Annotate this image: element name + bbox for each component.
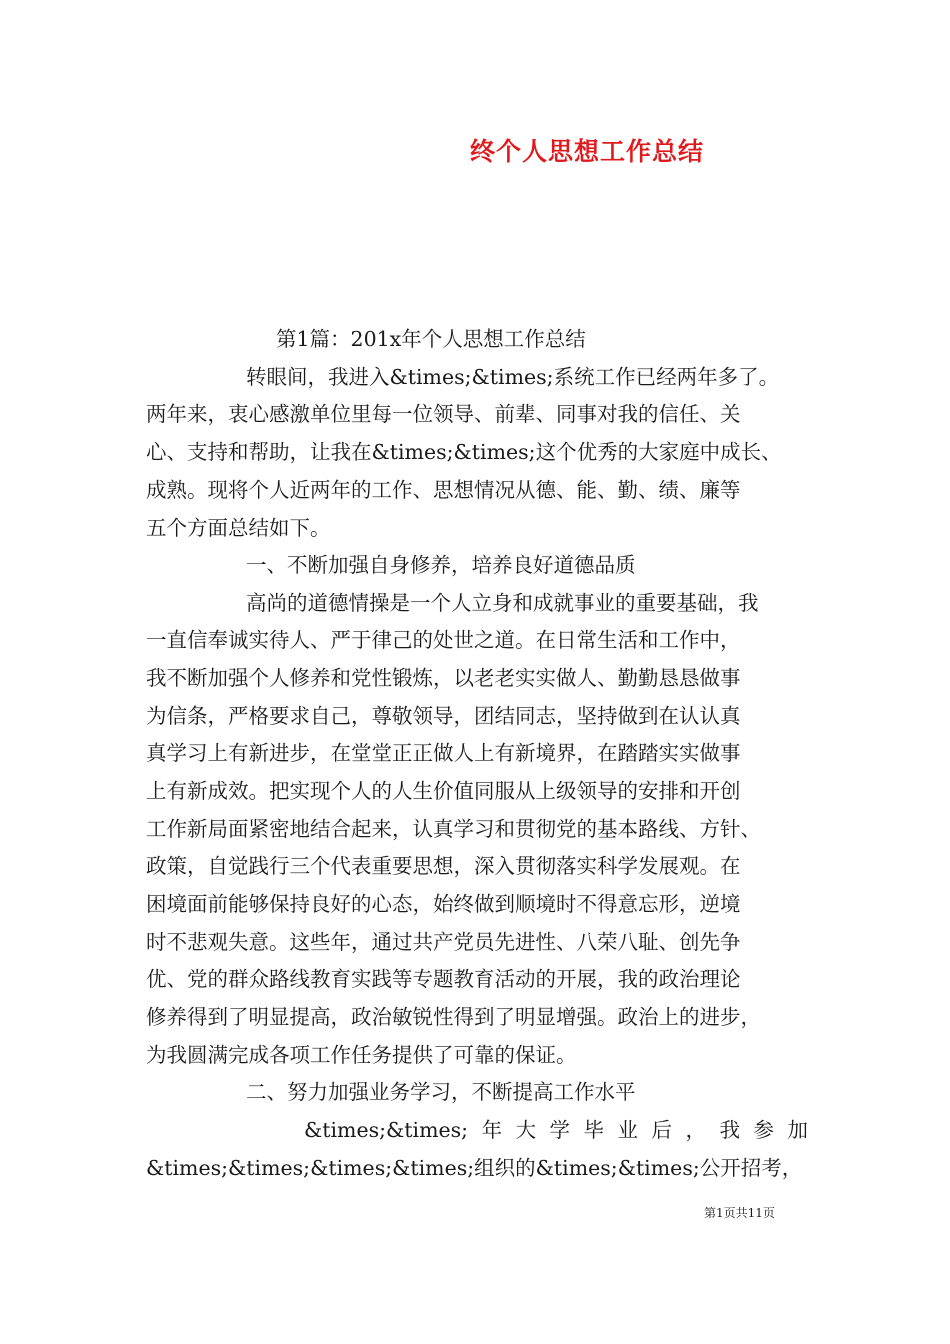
text-segment: 业: [617, 1118, 639, 1142]
paragraph-line: 优、党的群众路线教育实践等专题教育活动的开展，我的政治理论: [146, 967, 741, 991]
text-segment: 我: [719, 1118, 740, 1142]
paragraph-line: 我不断加强个人修养和党性锻炼，以老老实实做人、勤勤恳恳做事: [146, 666, 741, 690]
paragraph-line: 一直信奉诚实待人、严于律己的处世之道。在日常生活和工作中，: [146, 628, 741, 652]
text-segment: 大: [515, 1118, 537, 1142]
text-segment: ，: [685, 1118, 706, 1142]
text-segment: 年: [481, 1118, 503, 1142]
section-heading: 第1篇：201x年个人思想工作总结: [276, 327, 586, 351]
paragraph-line: 高尚的道德情操是一个人立身和成就事业的重要基础，我: [246, 591, 759, 615]
text-segment: 后: [651, 1118, 672, 1142]
paragraph-line: 转眼间，我进入&times;&times;系统工作已经两年多了。: [246, 365, 780, 389]
paragraph-line: 政策，自觉践行三个代表重要思想，深入贯彻落实科学发展观。在: [146, 854, 741, 878]
paragraph-line: 上有新成效。把实现个人的人生价值同服从上级领导的安排和开创: [146, 779, 741, 803]
paragraph-line: 时不悲观失意。这些年，通过共产党员先进性、八荣八耻、创先争: [146, 930, 741, 954]
paragraph-line: 心、支持和帮助，让我在&times;&times;这个优秀的大家庭中成长、: [146, 440, 782, 464]
paragraph-line: 修养得到了明显提高，政治敏锐性得到了明显增强。政治上的进步，: [146, 1005, 761, 1029]
paragraph-line: 真学习上有新进步，在堂堂正正做人上有新境界，在踏踏实实做事: [146, 741, 741, 765]
paragraph-line: 为信条，严格要求自己，尊敬领导，团结同志，坚持做到在认认真: [146, 704, 741, 728]
text-segment: 参: [753, 1118, 774, 1142]
paragraph-line: 成熟。现将个人近两年的工作、思想情况从德、能、勤、绩、廉等: [146, 478, 741, 502]
paragraph-line: 困境面前能够保持良好的心态，始终做到顺境时不得意忘形，逆境: [146, 892, 741, 916]
text-segment: 学: [549, 1118, 571, 1142]
paragraph-line: &times;&times;&times;&times;组织的&times;&times;公开招考，: [146, 1156, 803, 1180]
page-number: 第1页共11页: [704, 1206, 775, 1220]
text-segment: 毕: [583, 1118, 605, 1142]
paragraph-line: 五个方面总结如下。: [146, 516, 331, 540]
section-heading: 一、不断加强自身修养，培养良好道德品质: [246, 553, 636, 577]
paragraph-line: 工作新局面紧密地结合起来，认真学习和贯彻党的基本路线、方针、: [146, 817, 761, 841]
paragraph-line: 两年来，衷心感激单位里每一位领导、前辈、同事对我的信任、关: [146, 402, 741, 426]
section-heading: 二、努力加强业务学习，不断提高工作水平: [246, 1080, 636, 1104]
paragraph-line-justified: [304, 1116, 808, 1144]
text-segment: 加: [787, 1118, 808, 1142]
text-segment: &times;&times;: [304, 1118, 469, 1142]
paragraph-line: 为我圆满完成各项工作任务提供了可靠的保证。: [146, 1043, 577, 1067]
page-title: 终个人思想工作总结: [470, 137, 705, 166]
